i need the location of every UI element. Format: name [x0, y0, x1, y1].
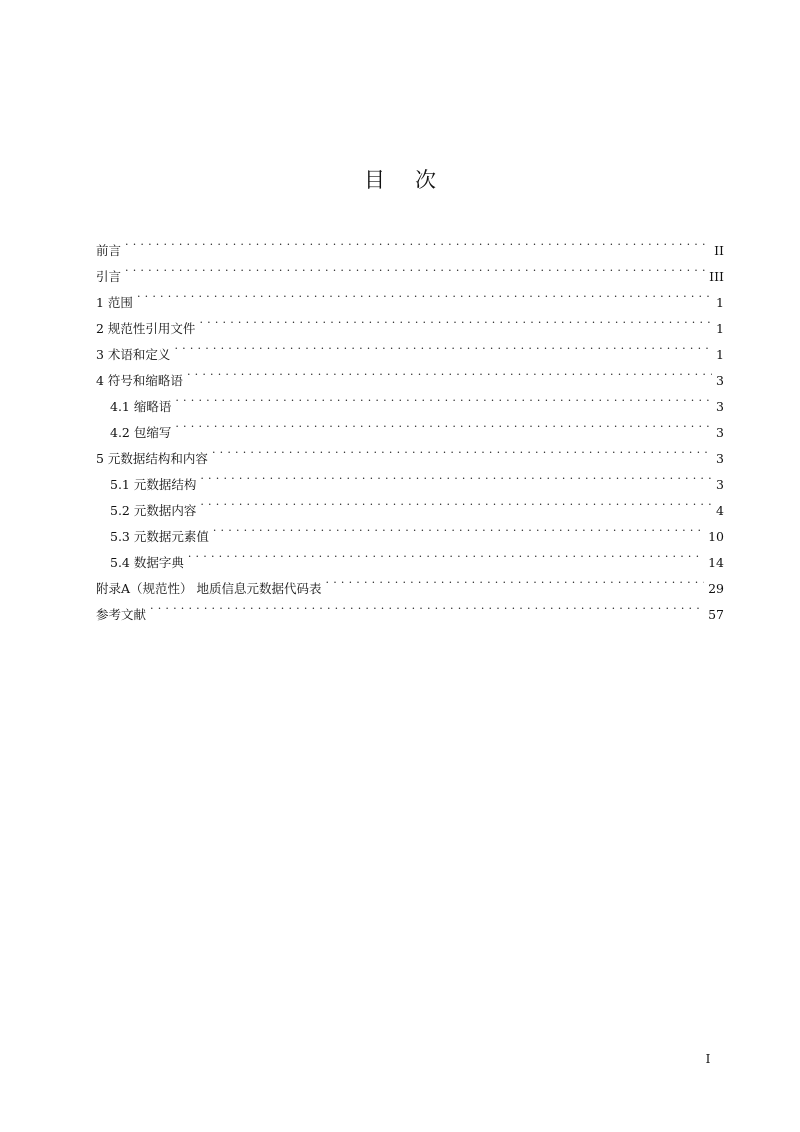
toc-entry-page: 29	[708, 581, 724, 596]
toc-entry-page: 1	[716, 347, 724, 362]
toc-leader-dots	[175, 385, 712, 411]
toc-entry-label: 5.1 元数据结构	[110, 477, 197, 492]
toc-entry-label: 参考文献	[96, 607, 147, 622]
toc-entry-scope[interactable]	[96, 281, 724, 310]
page-title-part-1: 目	[364, 168, 385, 192]
page-title	[0, 164, 800, 196]
toc-leader-dots	[137, 281, 712, 307]
toc-entry-label: 1 范围	[96, 295, 133, 310]
toc-entry-page: 3	[716, 373, 724, 388]
toc-entry-label: 5.4 数据字典	[110, 555, 184, 570]
toc-leader-dots	[199, 307, 712, 333]
toc-leader-dots	[125, 255, 705, 281]
toc-entry-label: 引言	[96, 269, 122, 284]
toc-entry-page: 1	[716, 295, 724, 310]
toc-leader-dots	[200, 463, 712, 489]
toc-entry-label: 4.1 缩略语	[110, 399, 172, 414]
toc-leader-dots	[175, 411, 712, 437]
toc-entry-page: 14	[708, 555, 724, 570]
toc-entry-introduction[interactable]	[96, 255, 724, 284]
toc-entry-label: 5 元数据结构和内容	[96, 451, 208, 466]
toc-leader-dots	[174, 333, 712, 359]
toc-entry-abbreviations[interactable]	[96, 385, 724, 414]
toc-entry-page: 3	[716, 425, 724, 440]
toc-entry-page: 3	[716, 399, 724, 414]
toc-entry-label: 4 符号和缩略语	[96, 373, 183, 388]
toc-leader-dots	[150, 593, 704, 619]
toc-entry-label: 5.2 元数据内容	[110, 503, 197, 518]
toc-entry-label: 4.2 包缩写	[110, 425, 172, 440]
toc-entry-bibliography[interactable]	[96, 593, 724, 622]
toc-entry-page: 57	[708, 607, 724, 622]
toc-entry-terms-definitions[interactable]	[96, 333, 724, 362]
toc-leader-dots	[187, 359, 712, 385]
toc-entry-normative-references[interactable]	[96, 307, 724, 336]
toc-entry-label: 5.3 元数据元素值	[110, 529, 209, 544]
toc-entry-label: 3 术语和定义	[96, 347, 171, 362]
toc-entry-page: 3	[716, 451, 724, 466]
toc-entry-metadata-structure-content[interactable]	[96, 437, 724, 466]
toc-entry-label: 2 规范性引用文件	[96, 321, 196, 336]
toc-entry-symbols-abbreviations[interactable]	[96, 359, 724, 388]
toc-entry-label: 前言	[96, 243, 122, 258]
page-number: I	[705, 1052, 711, 1066]
toc-entry-page: III	[709, 269, 724, 284]
toc-leader-dots	[125, 229, 710, 255]
toc-entry-page: II	[714, 243, 724, 258]
toc-leader-dots	[212, 437, 712, 463]
toc-entry-data-dictionary[interactable]	[96, 541, 724, 570]
toc-leader-dots	[326, 567, 705, 593]
toc-entry-appendix-a[interactable]	[96, 567, 724, 596]
toc-entry-page: 1	[716, 321, 724, 336]
toc-entry-package-abbreviations[interactable]	[96, 411, 724, 440]
page-title-part-2: 次	[415, 168, 436, 192]
table-of-contents	[96, 229, 724, 622]
toc-leader-dots	[200, 489, 712, 515]
toc-entry-page: 3	[716, 477, 724, 492]
toc-entry-page: 10	[708, 529, 724, 544]
toc-leader-dots	[188, 541, 704, 567]
toc-entry-label: 附录A（规范性） 地质信息元数据代码表	[96, 581, 322, 596]
toc-leader-dots	[213, 515, 704, 541]
toc-entry-foreword[interactable]	[96, 229, 724, 258]
toc-entry-page: 4	[716, 503, 724, 518]
